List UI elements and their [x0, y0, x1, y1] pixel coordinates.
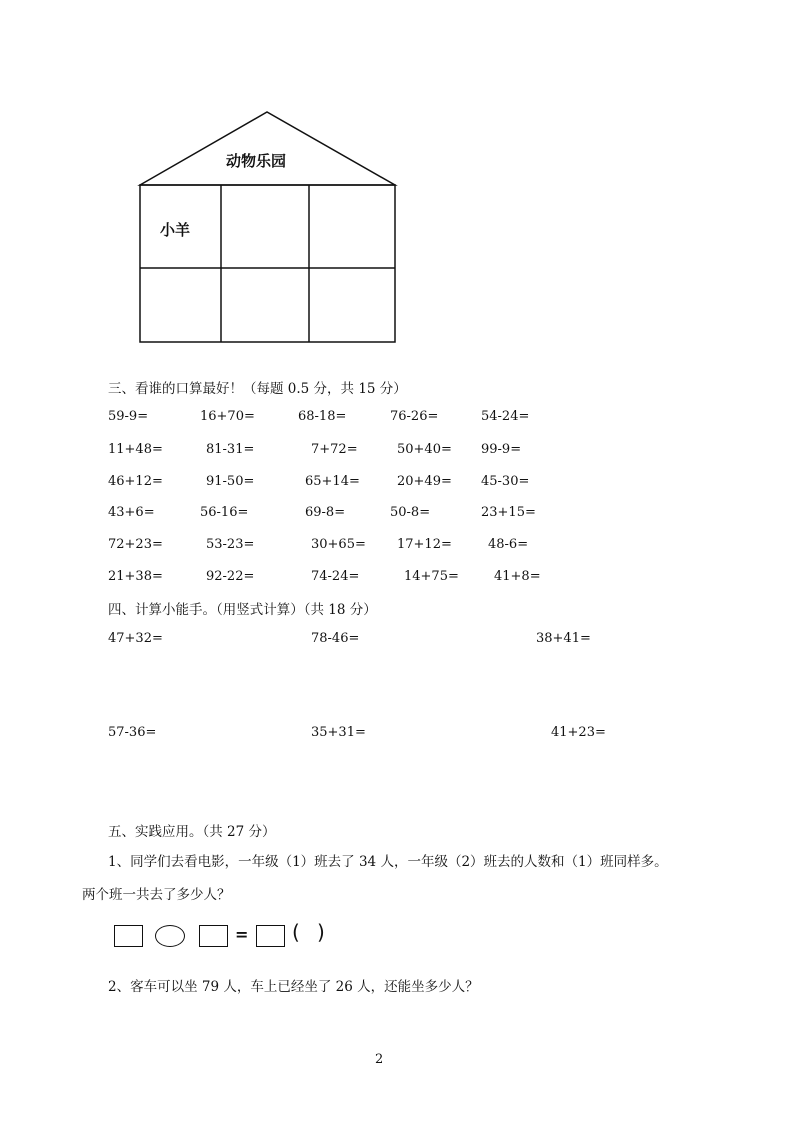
mental-math-problem: 65+14=	[305, 474, 360, 489]
vertical-calc-problem: 78-46=	[311, 631, 360, 646]
equals-sign: =	[235, 925, 249, 944]
answer-box-2[interactable]	[199, 925, 228, 947]
mental-math-problem: 74-24=	[311, 569, 360, 584]
mental-math-problem: 99-9=	[481, 442, 522, 457]
mental-math-problem: 48-6=	[488, 537, 529, 552]
mental-math-problem: 45-30=	[481, 474, 530, 489]
vertical-calc-problem: 35+31=	[311, 725, 366, 740]
mental-math-problem: 20+49=	[397, 474, 452, 489]
house-roof	[140, 112, 395, 185]
section4-heading: 四、计算小能手。（用竖式计算）（共 18 分）	[108, 602, 377, 618]
mental-math-problem: 53-23=	[206, 537, 255, 552]
answer-box-1[interactable]	[114, 925, 143, 947]
mental-math-problem: 16+70=	[200, 409, 255, 424]
vertical-calc-problem: 57-36=	[108, 725, 157, 740]
mental-math-problem: 41+8=	[494, 569, 541, 584]
house-title: 动物乐园	[226, 152, 287, 170]
vertical-calc-problem: 47+32=	[108, 631, 163, 646]
question1-text-line1: 1、同学们去看电影，一年级（1）班去了 34 人，一年级（2）班去的人数和（1）班同样多。	[108, 854, 668, 870]
section3-heading: 三、看谁的口算最好！（每题 0.5 分，共 15 分）	[108, 381, 407, 397]
mental-math-problem: 54-24=	[481, 409, 530, 424]
section5-heading: 五、实践应用。（共 27 分）	[108, 824, 276, 840]
mental-math-problem: 21+38=	[108, 569, 163, 584]
mental-math-problem: 14+75=	[404, 569, 459, 584]
unit-close-paren: )	[317, 920, 325, 944]
mental-math-problem: 46+12=	[108, 474, 163, 489]
mental-math-problem: 7+72=	[311, 442, 358, 457]
mental-math-problem: 92-22=	[206, 569, 255, 584]
mental-math-problem: 43+6=	[108, 505, 155, 520]
mental-math-problem: 30+65=	[311, 537, 366, 552]
mental-math-problem: 81-31=	[206, 442, 255, 457]
vertical-calc-problem: 38+41=	[536, 631, 591, 646]
mental-math-problem: 11+48=	[108, 442, 163, 457]
answer-box-result[interactable]	[256, 925, 285, 947]
mental-math-problem: 72+23=	[108, 537, 163, 552]
mental-math-problem: 68-18=	[298, 409, 347, 424]
mental-math-problem: 50+40=	[397, 442, 452, 457]
mental-math-problem: 56-16=	[200, 505, 249, 520]
mental-math-problem: 76-26=	[390, 409, 439, 424]
animal-park-house-figure	[0, 0, 800, 360]
question2-text: 2、客车可以坐 79 人，车上已经坐了 26 人，还能坐多少人？	[108, 979, 479, 995]
mental-math-problem: 69-8=	[305, 505, 346, 520]
vertical-calc-problem: 41+23=	[551, 725, 606, 740]
mental-math-problem: 23+15=	[481, 505, 536, 520]
house-body	[140, 185, 395, 342]
page-number: 2	[375, 1052, 384, 1067]
question1-text-line2: 两个班一共去了多少人？	[82, 887, 231, 903]
house-cell-sheep: 小羊	[160, 221, 191, 239]
mental-math-problem: 50-8=	[390, 505, 431, 520]
mental-math-problem: 59-9=	[108, 409, 149, 424]
mental-math-problem: 17+12=	[397, 537, 452, 552]
mental-math-problem: 91-50=	[206, 474, 255, 489]
unit-open-paren: (	[292, 920, 300, 944]
operator-oval[interactable]	[155, 925, 185, 947]
